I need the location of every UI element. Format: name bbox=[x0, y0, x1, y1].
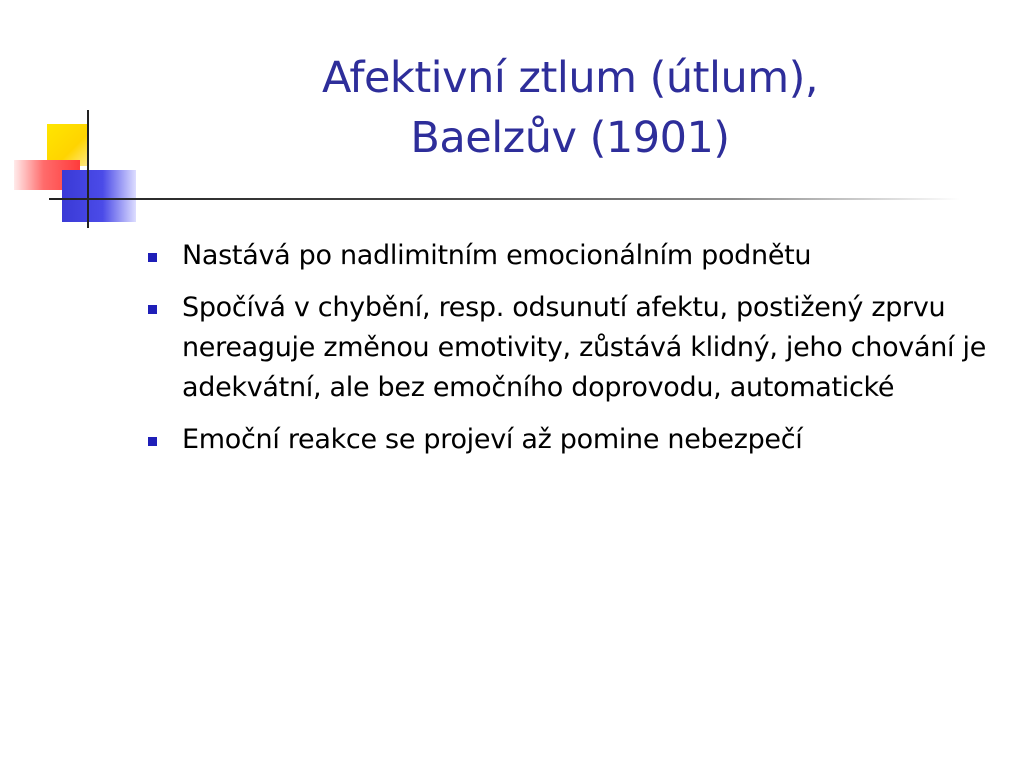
square-bullet-icon bbox=[148, 253, 157, 262]
square-bullet-icon bbox=[148, 305, 157, 314]
bullet-item bbox=[148, 288, 998, 408]
color-squares-logo-icon bbox=[0, 0, 160, 240]
vertical-rule bbox=[87, 110, 89, 228]
square-bullet-icon bbox=[148, 437, 157, 446]
bullet-list bbox=[148, 236, 998, 472]
bullet-item bbox=[148, 236, 998, 276]
slide-title bbox=[200, 48, 940, 168]
bullet-text: Spočívá v chybění, resp. odsunutí afektu, postižený zprvu nereaguje změnou emotivity, zůstává klidný, jeho chování je adekvátní, ale bez emočního doprovodu, automatické bbox=[182, 292, 987, 403]
slide-title-line-2: Baelzův (1901) bbox=[410, 113, 730, 163]
blue-square-icon bbox=[62, 170, 136, 222]
slide-title-line-1: Afektivní ztlum (útlum), bbox=[321, 53, 819, 103]
bullet-text: Nastává po nadlimitním emocionálním podnětu bbox=[182, 240, 812, 271]
bullet-item bbox=[148, 420, 998, 460]
title-underline bbox=[49, 198, 960, 200]
bullet-text: Emoční reakce se projeví až pomine nebezpečí bbox=[182, 424, 803, 455]
